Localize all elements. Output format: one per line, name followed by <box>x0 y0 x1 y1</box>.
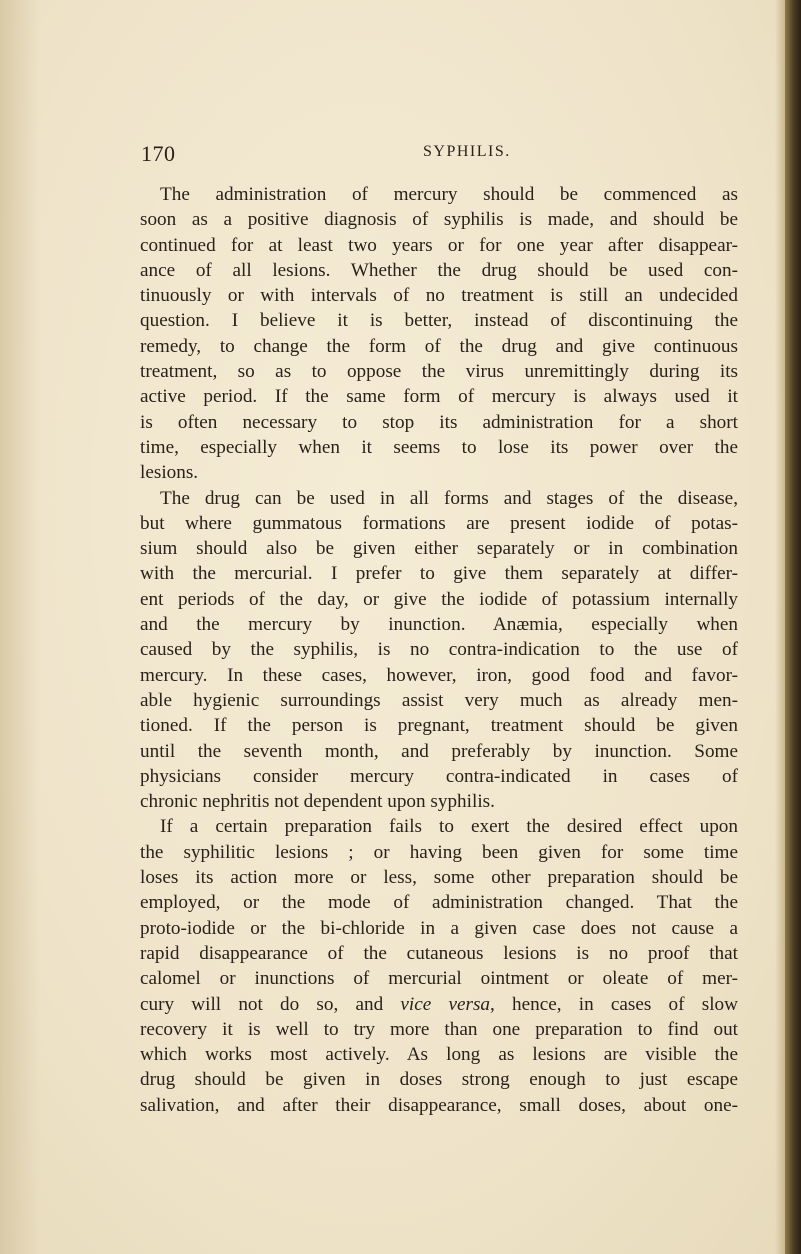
text-line: with the mercurial. I prefer to give them separately at differ- <box>140 563 738 585</box>
text-line: calomel or inunctions of mercurial ointment or oleate of mer- <box>140 968 738 990</box>
text-line: able hygienic surroundings assist very much as already men- <box>140 689 738 711</box>
text-line: which works most actively. As long as lesions are visible the <box>140 1044 738 1066</box>
text-line: loses its action more or less, some other preparation should be <box>140 867 738 889</box>
text-line: employed, or the mode of administration changed. That the <box>140 892 738 914</box>
running-head: SYPHILIS. <box>423 143 511 160</box>
text-line: until the seventh month, and preferably by inunction. Some <box>140 740 738 762</box>
gutter-shadow <box>0 0 40 1254</box>
text-line: but where gummatous formations are present iodide of potas- <box>140 512 738 534</box>
italic-phrase: vice versa <box>400 993 491 1015</box>
text-line: time, especially when it seems to lose its power over the <box>140 436 738 458</box>
text-line: lesions. <box>140 462 199 484</box>
text-line: tinuously or with intervals of no treatment is still an undecided <box>140 285 738 307</box>
text-line: remedy, to change the form of the drug and give continuous <box>140 335 738 357</box>
text-line: is often necessary to stop its administration for a short <box>140 411 738 433</box>
text-line: mercury. In these cases, however, iron, good food and favor- <box>140 664 738 686</box>
text-line: salivation, and after their disappearance, small doses, about one- <box>140 1094 738 1116</box>
text-line: The administration of mercury should be commenced as <box>160 184 738 205</box>
page-header <box>141 141 741 167</box>
text-line: treatment, so as to oppose the virus unremittingly during its <box>140 361 738 383</box>
text-line: active period. If the same form of mercury is always used it <box>140 386 738 408</box>
text-line: and the mercury by inunction. Anæmia, especially when <box>140 614 738 636</box>
page-number: 170 <box>141 141 176 166</box>
text-line: physicians consider mercury contra-indicated in cases of <box>140 765 738 787</box>
text-line: If a certain preparation fails to exert the desired effect upon <box>160 816 738 838</box>
text-line: question. I believe it is better, instead of discontinuing the <box>140 310 738 332</box>
book-edge <box>785 0 801 1254</box>
text-line: tioned. If the person is pregnant, treatment should be given <box>140 715 738 737</box>
paragraph <box>140 486 738 815</box>
text-line: caused by the syphilis, is no contra-indication to the use of <box>140 639 738 661</box>
text-line: ance of all lesions. Whether the drug should be used con- <box>140 259 738 281</box>
text-line: The drug can be used in all forms and stages of the disease, <box>160 487 738 509</box>
text-line: chronic nephritis not dependent upon syphilis. <box>140 791 495 813</box>
text-line: drug should be given in doses strong enough to just escape <box>140 1069 738 1091</box>
text-line: cury will not do so, and vice versa, hence, in cases of slow <box>140 993 738 1015</box>
text-line: ent periods of the day, or give the iodide of potassium internally <box>140 588 738 610</box>
text-line: sium should also be given either separately or in combination <box>140 538 738 560</box>
page-edge-highlight <box>775 0 785 1254</box>
text-line: rapid disappearance of the cutaneous lesions is no proof that <box>140 942 738 964</box>
text-line: the syphilitic lesions ; or having been given for some time <box>140 841 738 863</box>
text-line: recovery it is well to try more than one preparation to find out <box>140 1018 738 1040</box>
text-line: continued for at least two years or for one year after disappear- <box>140 234 738 256</box>
text-line: soon as a positive diagnosis of syphilis is made, and should be <box>140 209 738 231</box>
paragraph <box>140 814 738 1118</box>
text-line: proto-iodide or the bi-chloride in a given case does not cause a <box>140 917 738 939</box>
paragraph <box>140 182 738 486</box>
body-text <box>140 182 738 1118</box>
